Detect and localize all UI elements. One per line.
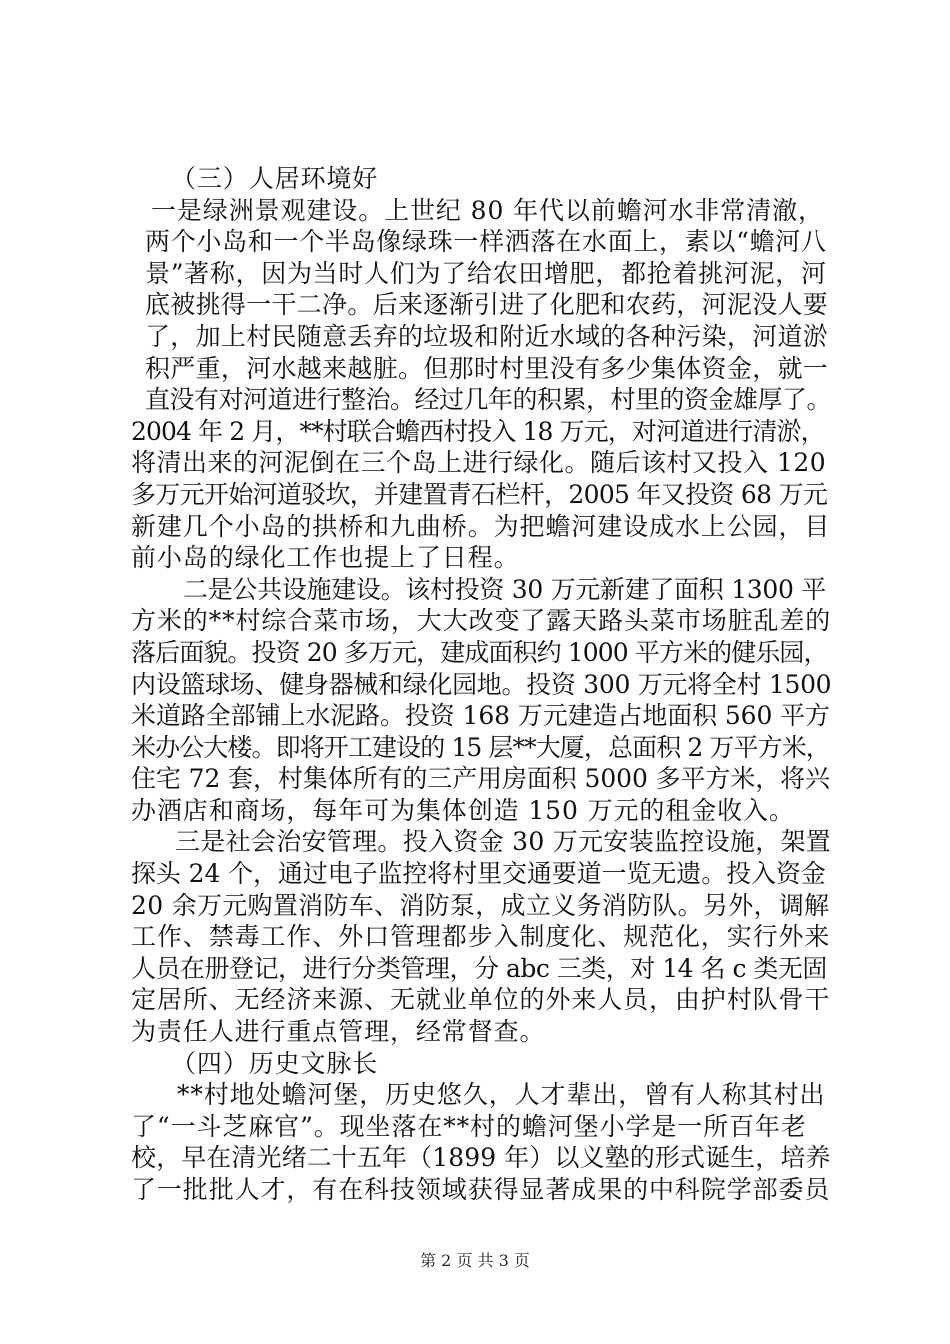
- text-line: 定居所、无经济来源、无就业单位的外来人员，由护村队骨干: [131, 985, 831, 1015]
- text-line: 米办公大楼。即将开工建设的 15 层**大厦，总面积 2 万平方米，: [131, 732, 830, 762]
- text-line: 米道路全部铺上水泥路。投资 168 万元建造占地面积 560 平方: [131, 701, 830, 731]
- text-line: 新建几个小岛的拱桥和九曲桥。为把蟾河建设成水上公园，目: [131, 511, 831, 541]
- text-line: **村地处蟾河堡，历史悠久，人才辈出，曾有人称其村出: [177, 1080, 826, 1110]
- page-footer: 第 2 页 共 3 页: [420, 1251, 530, 1270]
- text-line: 办酒店和商场，每年可为集体创造 150 万元的租金收入。: [131, 795, 795, 825]
- text-line: 前小岛的绿化工作也提上了日程。: [131, 543, 520, 573]
- text-line: 了“一斗芝麻官”。现坐落在**村的蟾河堡小学是一所百年老: [131, 1111, 807, 1141]
- text-line: 2004 年 2 月，**村联合蟾西村投入 18 万元，对河道进行清淤，: [131, 416, 825, 446]
- text-line: 多万元开始河道驳坎，并建置青石栏杆，2005 年又投资 68 万元: [131, 479, 828, 509]
- text-line: （三）人居环境好: [171, 164, 379, 193]
- text-line: 三是社会治安管理。投入资金 30 万元安装监控设施，架置: [175, 827, 832, 857]
- text-line: （四）历史文脉长: [171, 1048, 379, 1078]
- text-line: 将清出来的河泥倒在三个岛上进行绿化。随后该村又投入 120: [131, 448, 827, 478]
- text-line: 校，早在清光绪二十五年（1899 年）以义塾的形式诞生，培养: [131, 1143, 831, 1173]
- text-line: 探头 24 个，通过电子监控将村里交通要道一览无遗。投入资金: [131, 859, 826, 889]
- text-line: 为责任人进行重点管理，经常督查。: [131, 1017, 546, 1047]
- text-line: 二是公共设施建设。该村投资 30 万元新建了面积 1300 平: [183, 574, 826, 604]
- text-line: 积严重，河水越来越脏。但那时村里没有多少集体资金，就一: [145, 353, 829, 383]
- text-line: 20 余万元购置消防车、消防泵，成立义务消防队。另外，调解: [131, 890, 830, 920]
- text-line: 了一批批人才，有在科技领域获得显著成果的中科院学部委员: [131, 1175, 831, 1204]
- text-line: 内设篮球场、健身器械和绿化园地。投资 300 万元将全村 1500: [131, 669, 832, 699]
- document-body: [131, 163, 831, 1206]
- text-line: 落后面貌。投资 20 多万元，建成面积约 1000 平方米的健乐园，: [131, 637, 828, 667]
- text-line: 工作、禁毒工作、外口管理都步入制度化、规范化，实行外来: [131, 922, 831, 952]
- text-line: 两个小岛和一个半岛像绿珠一样洒落在水面上，素以“蟾河八: [145, 227, 827, 257]
- text-line: 一是绿洲景观建设。上世纪 80 年代以前蟾河水非常清澈，: [151, 195, 824, 225]
- text-line: 人员在册登记，进行分类管理，分 abc 三类，对 14 名 c 类无固: [131, 953, 827, 983]
- text-line: 了，加上村民随意丢弃的垃圾和附近水域的各种污染，河道淤: [145, 321, 829, 351]
- text-line: 底被挑得一干二净。后来逐渐引进了化肥和农药，河泥没人要: [145, 290, 829, 320]
- text-line: 景”著称，因为当时人们为了给农田增肥，都抢着挑河泥，河: [145, 258, 827, 288]
- text-line: 住宅 72 套，村集体所有的三产用房面积 5000 多平方米，将兴: [131, 764, 830, 794]
- text-line: 直没有对河道进行整治。经过几年的积累，村里的资金雄厚了。: [145, 385, 832, 415]
- text-line: 方米的**村综合菜市场，大大改变了露天路头菜市场脏乱差的: [131, 606, 832, 636]
